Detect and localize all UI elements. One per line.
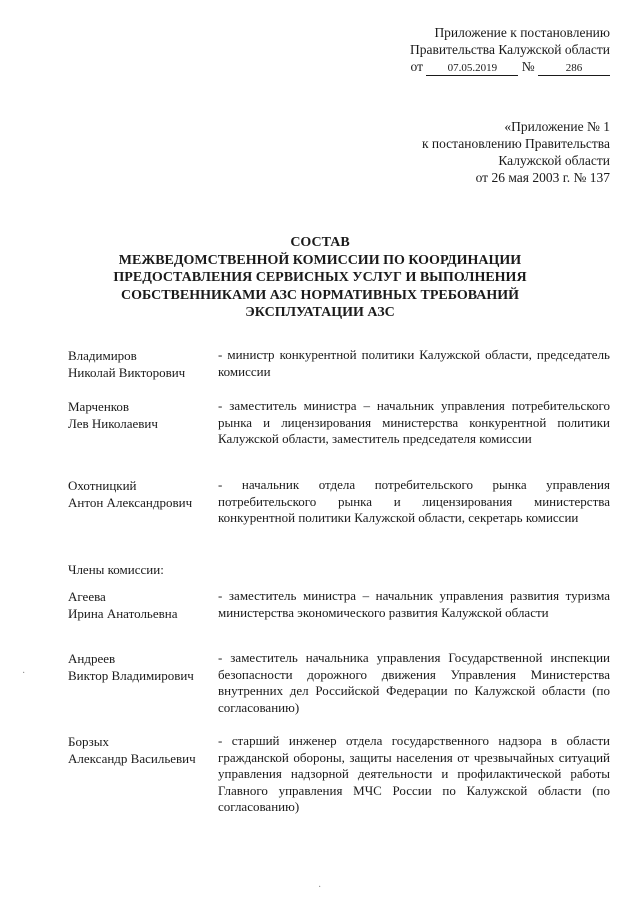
member-name — [68, 398, 218, 432]
scan-speck: · — [318, 882, 322, 893]
member-role: - заместитель начальника управления Государственной инспекции безопасности дорожного движения Управления Министерства внутренних дел Российской Федерации по Калужской области (по согласованию) — [218, 650, 610, 715]
scan-speck: · — [22, 668, 26, 679]
member-row — [68, 650, 610, 733]
member-given-names: Лев Николаевич — [68, 416, 158, 431]
member-name — [68, 733, 218, 767]
document-title — [0, 234, 640, 322]
prev-line-2: к постановлению Правительства — [421, 136, 610, 151]
member-role: - заместитель министра – начальник управления развития туризма министерства экономического развития Калужской области — [218, 588, 610, 620]
members-section-label: Члены комиссии: — [68, 562, 164, 577]
appendix-header — [410, 24, 610, 76]
member-role: - заместитель министра – начальник управления потребительского рынка и лицензирования министерства конкурентной политики Калужской области, заместитель председателя комиссии — [218, 398, 610, 446]
member-surname: Агеева — [68, 589, 106, 604]
prev-line-4: от 26 мая 2003 г. № 137 — [475, 170, 610, 185]
title-line-2: МЕЖВЕДОМСТВЕННОЙ КОМИССИИ ПО КООРДИНАЦИИ — [118, 252, 522, 268]
member-role: - министр конкурентной политики Калужской области, председатель комиссии — [218, 347, 610, 379]
member-given-names: Ирина Анатольевна — [68, 606, 178, 621]
resolution-date: 07.05.2019 — [426, 61, 518, 76]
prev-line-3: Калужской области — [498, 153, 610, 168]
title-line-1: СОСТАВ — [290, 235, 350, 250]
member-surname: Охотницкий — [68, 478, 137, 493]
member-row — [68, 477, 610, 561]
appendix-line-2: Правительства Калужской области — [409, 42, 610, 57]
member-role: - старший инженер отдела государственного надзора в области гражданской обороны, защиты населения от чрезвычайных ситуаций управления надзорной деятельности и профилактической работы Главного управления МЧС России по Калужской области (по согласованию) — [218, 733, 610, 814]
member-name — [68, 477, 218, 511]
member-surname: Владимиров — [68, 348, 137, 363]
resolution-number: 286 — [538, 61, 610, 76]
member-surname: Андреев — [68, 651, 116, 666]
appendix-date-line — [410, 58, 610, 76]
member-name — [68, 650, 218, 684]
member-given-names: Антон Александрович — [68, 495, 193, 510]
prev-line-1: «Приложение № 1 — [504, 119, 610, 134]
member-name — [68, 347, 218, 381]
title-line-3: ПРЕДОСТАВЛЕНИЯ СЕРВИСНЫХ УСЛУГ И ВЫПОЛНЕНИЯ — [113, 270, 527, 285]
number-label: № — [521, 59, 535, 74]
member-row — [68, 347, 610, 398]
member-surname: Борзых — [68, 734, 109, 749]
member-name — [68, 588, 218, 622]
title-line-4: СОБСТВЕННИКАМИ АЗС НОРМАТИВНЫХ ТРЕБОВАНИЙ — [120, 287, 520, 303]
commission-composition — [68, 347, 610, 816]
title-line-5: ЭКСПЛУАТАЦИИ АЗС — [245, 305, 395, 320]
from-label: от — [410, 59, 423, 74]
appendix-line-1: Приложение к постановлению — [434, 25, 610, 40]
member-row — [68, 398, 610, 477]
member-given-names: Николай Викторович — [68, 365, 186, 380]
member-surname: Марченков — [68, 399, 130, 414]
member-role: - начальник отдела потребительского рынка управления потребительского рынка и лицензирования министерства конкурентной политики Калужской области, секретарь комиссии — [218, 477, 610, 525]
member-given-names: Александр Васильевич — [68, 751, 196, 766]
previous-appendix-reference — [422, 118, 610, 186]
member-row — [68, 733, 610, 816]
member-given-names: Виктор Владимирович — [68, 668, 194, 683]
member-row — [68, 588, 610, 650]
